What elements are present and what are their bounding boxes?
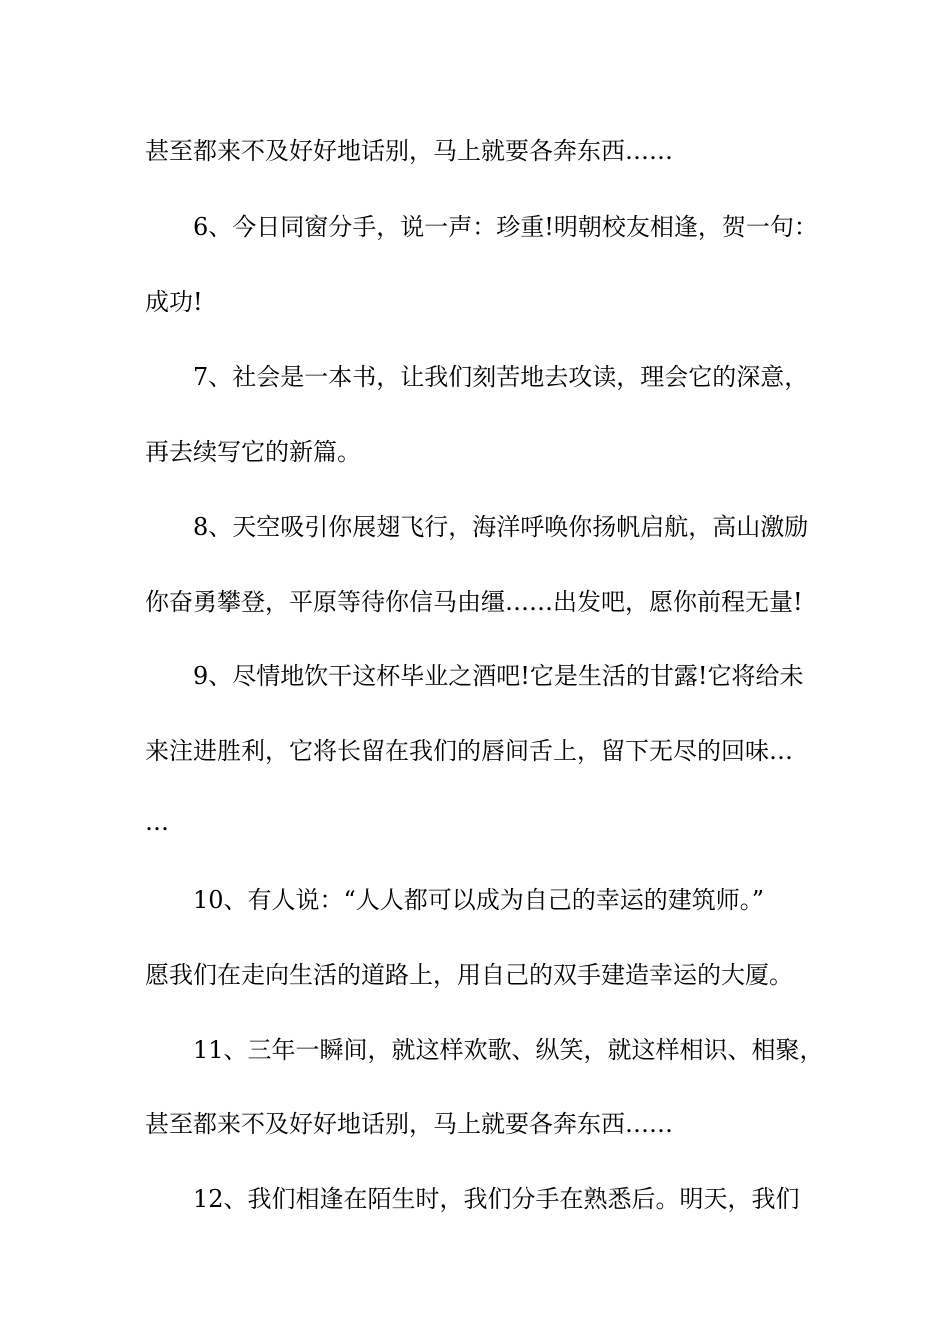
item-11-line-2: 甚至都来不及好好地话别，马上就要各奔东西…… [145,1110,673,1138]
item-8-line-1: 8、天空吸引你展翅飞行，海洋呼唤你扬帆启航，高山激励 [193,513,809,541]
item-7-line-1: 7、社会是一本书，让我们刻苦地去攻读，理会它的深意， [193,363,809,391]
item-6-line-1: 6、今日同窗分手，说一声：珍重!明朝校友相逢，贺一句： [193,213,818,241]
item-9-line-3: … [145,808,169,836]
item-11-line-1: 11、三年一瞬间，就这样欢歌、纵笑，就这样相识、相聚， [193,1036,824,1064]
item-12-line-1: 12、我们相逢在陌生时，我们分手在熟悉后。明天，我们 [193,1185,800,1213]
item-10-line-1: 10、有人说：“人人都可以成为自己的幸运的建筑师。” [193,886,765,914]
item-6-line-2: 成功! [145,288,203,316]
item-9-line-1: 9、尽情地饮干这杯毕业之酒吧!它是生活的甘露!它将给未 [193,662,804,690]
text-line-continuation: 甚至都来不及好好地话别，马上就要各奔东西…… [145,137,673,165]
item-8-line-2: 你奋勇攀登，平原等待你信马由缰……出发吧，愿你前程无量! [145,588,803,616]
item-9-line-2: 来注进胜利，它将长留在我们的唇间舌上，留下无尽的回味… [145,737,793,765]
item-10-line-2: 愿我们在走向生活的道路上，用自己的双手建造幸运的大厦。 [145,961,793,989]
item-7-line-2: 再去续写它的新篇。 [145,438,361,466]
